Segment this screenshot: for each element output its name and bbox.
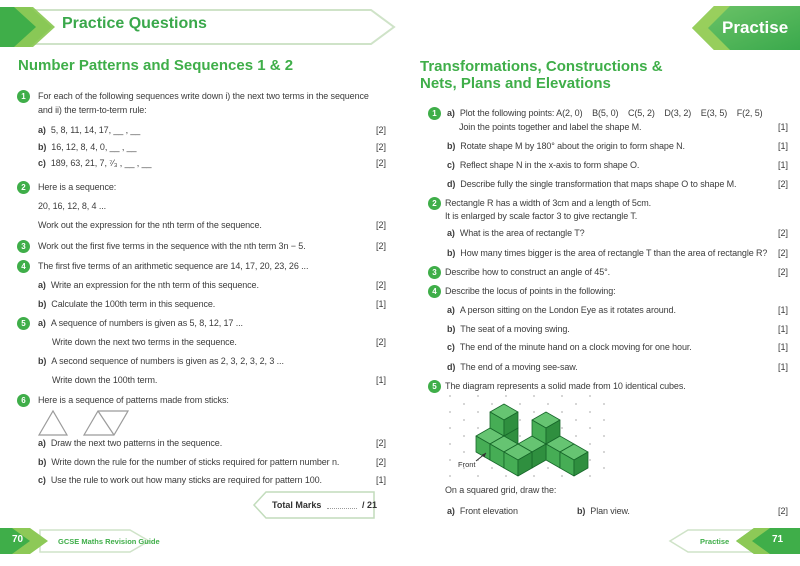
question-text: Write down the next two terms in the sequence. — [52, 337, 237, 347]
sub-label: d) — [447, 362, 456, 372]
sub-question — [447, 342, 692, 352]
question-text: Describe how to construct an angle of 45°. — [445, 267, 610, 277]
page-number-left: 70 — [12, 534, 24, 545]
footer-practise-label: Practise — [700, 537, 730, 546]
sub-text: How many times bigger is the area of rectangle T than the area of rectangle R? — [460, 248, 768, 258]
sub-label: a) — [447, 305, 455, 315]
sub-label: a) — [447, 506, 455, 516]
marks: [1] — [777, 160, 788, 170]
question-number: 3 — [17, 240, 30, 253]
sub-question — [38, 438, 222, 448]
sub-label: a) — [38, 125, 46, 135]
section-title-right-line2: Nets, Plans and Elevations — [420, 75, 611, 92]
sub-question — [38, 158, 151, 168]
sub-label: b) — [38, 299, 47, 309]
sub-text: The end of the minute hand on a clock moving for one hour. — [459, 342, 692, 352]
sub-question — [447, 108, 763, 118]
question-text: Write down the 100th term. — [52, 375, 158, 385]
question-text: Rectangle R has a width of 3cm and a length of 5cm. — [445, 198, 652, 208]
page-title: Practice Questions — [62, 15, 207, 32]
question-text: and ii) the term-to-term rule: — [38, 105, 147, 115]
marks: [2] — [375, 158, 386, 168]
sub-label: b) — [447, 324, 456, 334]
question-number: 5 — [428, 380, 441, 393]
marks: [2] — [375, 220, 386, 230]
sub-label: c) — [447, 342, 455, 352]
sub-label: b) — [577, 506, 586, 516]
marks: [2] — [375, 142, 386, 152]
sub-text: Write an expression for the nth term of this sequence. — [50, 280, 259, 290]
question-text: On a squared grid, draw the: — [445, 485, 557, 495]
question-number: 1 — [428, 107, 441, 120]
sub-text: A sequence of numbers is given as 5, 8, 12, 17 ... — [50, 318, 243, 328]
marks: [1] — [375, 475, 386, 485]
sub-question — [38, 280, 259, 290]
sub-question — [577, 506, 630, 516]
points-list: Plot the following points: A(2, 0) B(5, 0) C(5, 2) D(3, 2) E(3, 5) F(2, 5) — [459, 108, 763, 118]
sub-question — [447, 506, 518, 516]
marks: [2] — [375, 337, 386, 347]
question-text: For each of the following sequences write down i) the next two terms in the sequence — [38, 91, 369, 101]
section-title-right-line1: Transformations, Constructions & — [420, 58, 663, 75]
sub-label: c) — [447, 160, 455, 170]
marks: [1] — [375, 375, 386, 385]
page-title-right: Practise — [722, 18, 789, 37]
sub-text: 189, 63, 21, 7, ⁷⁄₃ , __ , __ — [50, 158, 152, 168]
sub-text: Rotate shape M by 180° about the origin to form shape N. — [460, 141, 685, 151]
marks: [1] — [777, 305, 788, 315]
sub-text: Describe fully the single transformation that maps shape O to shape M. — [460, 179, 737, 189]
stick-pattern-diagram — [36, 406, 136, 438]
question-text: It is enlarged by scale factor 3 to give rectangle T. — [445, 211, 638, 221]
sub-label: c) — [38, 475, 46, 485]
front-label: Front — [458, 460, 476, 469]
sub-text: Reflect shape N in the x-axis to form shape O. — [459, 160, 640, 170]
marks: [2] — [777, 248, 788, 258]
sub-label: b) — [38, 356, 47, 366]
question-text: Here is a sequence of patterns made from sticks: — [38, 395, 229, 405]
sub-text: A second sequence of numbers is given as 2, 3, 2, 3, 2, 3 ... — [51, 356, 284, 366]
sub-label: b) — [38, 457, 47, 467]
marks: [1] — [777, 141, 788, 151]
sub-label: b) — [447, 248, 456, 258]
sub-text: 16, 12, 8, 4, 0, __ , __ — [51, 142, 137, 152]
sub-label: a) — [447, 228, 455, 238]
sub-text: Plan view. — [590, 506, 630, 516]
marks: [2] — [777, 179, 788, 189]
sub-question — [447, 160, 639, 170]
sub-question — [38, 318, 243, 328]
sub-text: What is the area of rectangle T? — [459, 228, 585, 238]
sub-label: d) — [447, 179, 456, 189]
sub-question — [447, 362, 578, 372]
question-number: 2 — [428, 197, 441, 210]
page-number-right: 71 — [772, 534, 784, 545]
marks: [2] — [375, 280, 386, 290]
question-text: Work out the expression for the nth term of the sequence. — [38, 220, 262, 230]
sub-label: a) — [38, 438, 46, 448]
marks: [2] — [375, 241, 386, 251]
sub-text: A person sitting on the London Eye as it rotates around. — [459, 305, 676, 315]
sub-label: b) — [447, 141, 456, 151]
sub-label: a) — [38, 280, 46, 290]
question-number: 1 — [17, 90, 30, 103]
sub-label: a) — [38, 318, 46, 328]
question-text: Join the points together and label the shape M. — [459, 122, 642, 132]
question-number: 2 — [17, 181, 30, 194]
question-number: 3 — [428, 266, 441, 279]
total-marks-value: / 21 — [362, 500, 378, 510]
marks: [2] — [375, 438, 386, 448]
sub-label: b) — [38, 142, 47, 152]
marks: [2] — [777, 228, 788, 238]
question-text: The diagram represents a solid made from 10 identical cubes. — [445, 381, 686, 391]
total-marks-write-line — [327, 508, 357, 509]
sub-question — [447, 248, 767, 258]
footer-book-title: GCSE Maths Revision Guide — [58, 537, 160, 546]
marks: [1] — [777, 122, 788, 132]
sub-label: a) — [447, 108, 455, 118]
question-number: 4 — [17, 260, 30, 273]
section-title-left: Number Patterns and Sequences 1 & 2 — [18, 57, 294, 74]
sub-question — [447, 179, 736, 189]
question-text: Describe the locus of points in the following: — [445, 286, 616, 296]
sub-question — [447, 228, 585, 238]
question-number: 6 — [17, 394, 30, 407]
isometric-cubes-diagram — [448, 394, 606, 478]
marks: [1] — [777, 324, 788, 334]
sub-question — [38, 356, 284, 366]
sub-label: c) — [38, 158, 46, 168]
marks: [2] — [777, 506, 788, 516]
sub-text: The end of a moving see-saw. — [460, 362, 578, 372]
question-number: 5 — [17, 317, 30, 330]
marks: [1] — [777, 342, 788, 352]
sub-text: Calculate the 100th term in this sequence. — [51, 299, 216, 309]
sub-text: Front elevation — [459, 506, 518, 516]
question-text: The first five terms of an arithmetic sequence are 14, 17, 20, 23, 26 ... — [38, 261, 309, 271]
sub-question — [38, 475, 322, 485]
marks: [2] — [375, 125, 386, 135]
sub-text: Write down the rule for the number of sticks required for pattern number n. — [51, 457, 340, 467]
sub-question — [38, 142, 136, 152]
sub-text: Use the rule to work out how many sticks are required for pattern 100. — [50, 475, 322, 485]
sub-question — [447, 305, 676, 315]
marks: [1] — [777, 362, 788, 372]
marks: [2] — [777, 267, 788, 277]
marks: [2] — [375, 457, 386, 467]
sub-question — [447, 324, 570, 334]
sequence-values: 20, 16, 12, 8, 4 ... — [38, 201, 107, 211]
sub-question — [447, 141, 685, 151]
sub-text: The seat of a moving swing. — [460, 324, 570, 334]
sub-question — [38, 125, 140, 135]
sub-text: 5, 8, 11, 14, 17, __ , __ — [50, 125, 141, 135]
sub-question — [38, 457, 339, 467]
question-text: Here is a sequence: — [38, 182, 117, 192]
sub-question — [38, 299, 215, 309]
question-text: Work out the first five terms in the sequence with the nth term 3n − 5. — [38, 241, 306, 251]
marks: [1] — [375, 299, 386, 309]
total-marks-label: Total Marks — [272, 500, 322, 510]
question-number: 4 — [428, 285, 441, 298]
sub-text: Draw the next two patterns in the sequence. — [50, 438, 223, 448]
